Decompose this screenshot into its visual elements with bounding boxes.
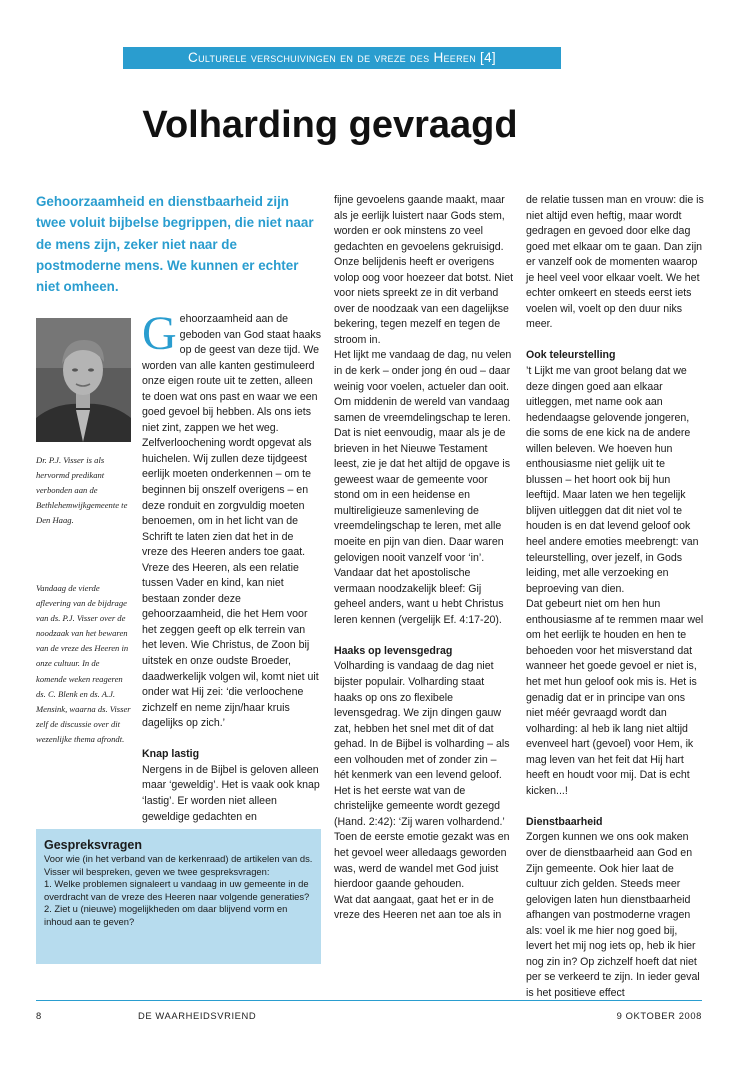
box-title: Gespreksvragen xyxy=(44,838,142,852)
paragraph: Volharding is vandaag de dag niet bijster populair. Volharding staat haaks op ons zo flexibele levensgedrag. We zijn dingen gauw zat, hebben het snel met dit of dat gehad. In de Bijbel is volharding – als een volhouden met of zonder zin – hét kenmerk van een levend geloof. xyxy=(334,660,510,782)
series-side-note: Vandaag de vierde aflevering van de bijdrage van ds. P.J. Visser over de noodzaak van het bewaren van de vreze des Heeren in onze cultuur. In de komende weken reageren ds. C. Blenk en ds. A.J. Mensink, waarna ds. Visser zelf de discussie over dit wezenlijke thema afrondt. xyxy=(36,583,131,744)
page-number: 8 xyxy=(36,1010,42,1021)
article-lead: Gehoorzaamheid en dienstbaarheid zijn twee voluit bijbelse begrippen, die niet naar de mens zijn, zeker niet naar de postmoderne mens. We kunnen er echter niet omheen. xyxy=(36,194,314,295)
paragraph: fijne gevoelens gaande maakt, maar als je eerlijk luistert naar Gods stem, worden er ook minstens zo veel gedachten en gevoelens gekruisigd. Onze belijdenis heeft er overigens volop oog voor hoezeer dat botst. Niet voor niets spreekt ze in dit verband over de noodzaak van een dagelijkse bekering, tegen mezelf en tegen de stroom in. xyxy=(334,194,514,346)
opening-paragraph xyxy=(142,307,322,732)
paragraph: Nergens in de Bijbel is geloven alleen maar ‘geweldig’. Het is vaak ook knap ‘lastig’. Er worden niet alleen geweldige gedachten en xyxy=(142,763,320,823)
column-1 xyxy=(142,307,322,825)
series-title: Culturele verschuivingen en de vreze des Heeren [4] xyxy=(188,50,496,65)
paragraph: Wat dat aangaat, gaat het er in de vreze des Heeren net aan toe als in xyxy=(334,893,502,922)
subheading-knap-lastig: Knap lastig xyxy=(142,748,200,761)
paragraph: Het lijkt me vandaag de dag, nu velen in de kerk – onder jong én oud – daar weinig voor voelen, actueler dan ooit. Om middenin de wereld van vandaag samen de vreemdelingschap te leren. Dat is niet eenvoudig, maar als je de brieven in het Nieuwe Testament leest, zie je dat het altijd de opgave is geweest waar de gemeente voor stond om in een heidense en multireligieuze samenleving de vreemdelingschap te leren, met alle moeite en pijn van dien. Daar waren gelovigen nooit vanzelf voor ‘in’. Vandaar dat het apostolische vermaan noodzakelijk bleef: Gij geheel anders, want u hebt Christus leren kennen (vergelijk Ef. 4:17-20). xyxy=(334,349,512,626)
column-3 xyxy=(526,193,704,1001)
question-2: 2. Ziet u (nieuwe) mogelijkheden om daar blijvend vorm en inhoud aan te geven? xyxy=(44,903,288,927)
magazine-name: DE WAARHEIDSVRIEND xyxy=(138,1010,257,1021)
series-banner xyxy=(123,47,561,69)
box-intro: Voor wie (in het verband van de kerkenraad) de artikelen van ds. Visser wil bespreken, geven we twee gespreksvragen: xyxy=(44,853,313,877)
issue-date: 9 OKTOBER 2008 xyxy=(616,1010,702,1021)
subheading-haaks-op-levensgedrag: Haaks op levensgedrag xyxy=(334,644,453,657)
paragraph: de relatie tussen man en vrouw: die is niet altijd even heftig, maar wordt gedragen en gevoed door elke dag goed met elkaar om te gaan. Dan zijn er vanzelf ook de momenten waarop je heel veel voor elkaar voelt. We het echter omkeert en steeds eerst iets voelen wil, voelt op den duur niks meer. xyxy=(526,194,704,331)
question-1: 1. Welke problemen signaleert u vandaag in uw gemeente in de overdracht van de vreze des Heeren naar volgende generaties? xyxy=(44,878,310,902)
paragraph: Dat gebeurt niet om hen hun enthousiasme af te remmen maar wel om het eerlijk te houden en hen te behoeden voor het misverstand dat wanneer het goede gevoel er niet is, het met hun geloof ook mis is. Het is genadig dat er in principe van ons niet méér gevraagd wordt dan volharding: al heb ik lang niet altijd evenveel hart (gevoel) voor Hem, ik mag leven van het feit dat Hij hart heeft en houdt voor mij. Dat is echt kicken...! xyxy=(526,598,704,797)
paragraph: Het is het eerste wat van de christelijke gemeente wordt gezegd (Hand. 2:42): ‘Zij waren volhardend.’ Toen de eerste emotie gezakt was en het gevoel weer alledaags geworden was, werd de wandel met God juist hierdoor gaande gehouden. xyxy=(334,784,510,891)
discussion-questions-box xyxy=(36,829,321,964)
author-photo xyxy=(36,318,131,442)
footer-rule xyxy=(36,1000,702,1001)
column-2 xyxy=(334,193,514,924)
paragraph: ’t Lijkt me van groot belang dat we deze dingen goed aan elkaar uitleggen, met name ook aan hedendaagse gelovende jongeren, die soms de ene kick na de andere willen beleven. We hoeven hun enthousiasme niet gelijk uit te blussen – het hoort ook bij hun leeftijd. Maar laten we hen tegelijk blijven uitleggen dat dit niet vol te houden is en dat levend geloof ook heel andere emoties meebrengt: van teleurstelling, over jezelf, in Gods leiding, met alle verzoeking en beproeving van dien. xyxy=(526,365,699,595)
article-title: Volharding gevraagd xyxy=(142,104,518,146)
paragraph: Zorgen kunnen we ons ook maken over de dienstbaarheid aan God en Zijn gemeente. Ook hier laat de cultuur zich gelden. Steeds meer gelovigen laten hun dienstbaarheid afhangen van postmoderne vragen als: voel ik me hier nog goed bij, levert het mij nog iets op, heb ik hier nog zin in? Op zichzelf hoeft dat niet per se verkeerd te zijn. In ieder geval is het positieve effect xyxy=(526,831,700,999)
paragraph-text: ehoorzaamheid aan de geboden van God staat haaks op de geest van deze tijd. We worden van alle kanten gestimuleerd onze eigen route uit te zetten, alleen te doen wat ons past en waar we een goed gevoel bij hebben. Als ons iets niet zint, zappen we het weg. Zelfverloochening wordt opgevat als huichelen. Wij zullen deze tijdgeest eerlijk moeten onderkennen – om te beginnen bij onszelf overigens – en deze ronduit en zorgvuldig moeten benoemen, om in het licht van de Schrift te laten zien dat het in de vreze des Heeren anders toe gaat. Vreze des Heeren, als een relatie tussen Vader en kind, kan niet bestaan zonder deze gehoorzaamheid, die het Hem voor het zeggen geeft op elk terrein van het leven. Wie Christus, de Zoon bij uitstek en onze oudste Broeder, daadwerkelijk volgen wil, komt niet uit onder wat Hij zei: ‘die verloochene zichzelf en neme zijn/haar kruis dagelijks op zich.’ xyxy=(142,313,322,730)
photo-caption: Dr. P.J. Visser is als hervormd predikant verbonden aan de Bethlehemwijkgemeente te Den Haag. xyxy=(36,455,128,526)
drop-cap: G xyxy=(142,307,177,360)
subheading-dienstbaarheid: Dienstbaarheid xyxy=(526,815,603,828)
subheading-ook-teleurstelling: Ook teleurstelling xyxy=(526,349,616,362)
